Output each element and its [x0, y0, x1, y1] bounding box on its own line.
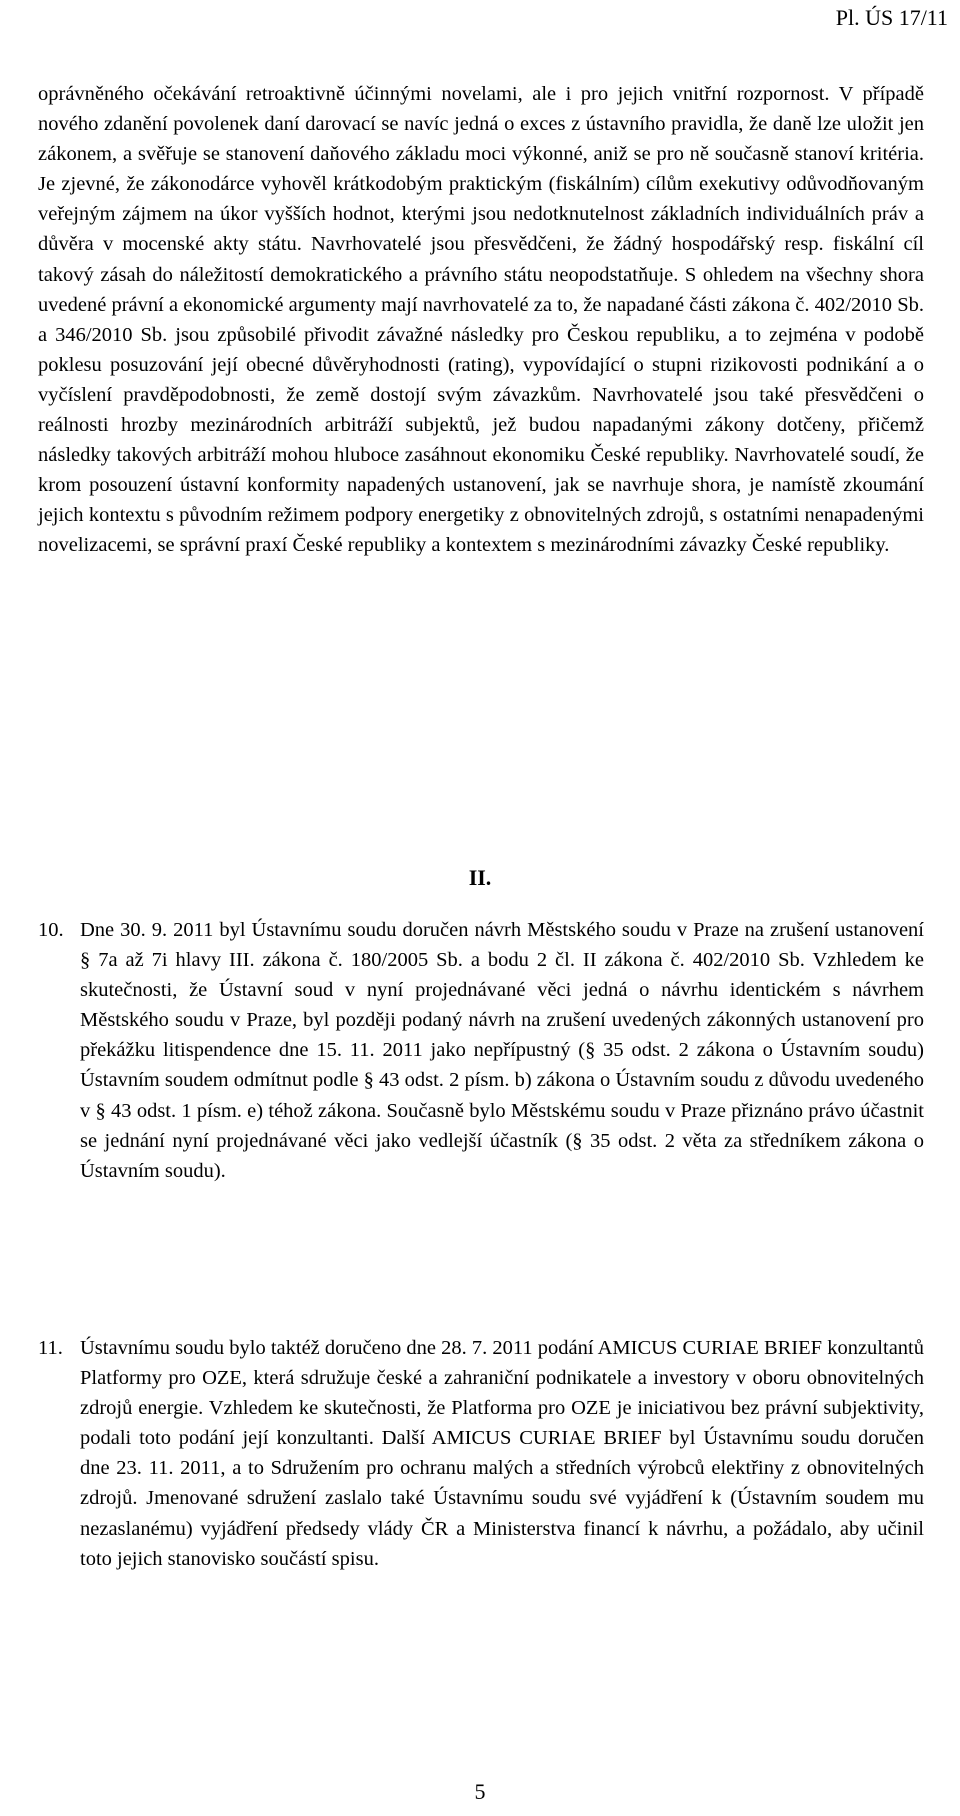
section-heading: II. — [468, 865, 492, 890]
paragraph-text: Ústavnímu soudu bylo taktéž doručeno dne 28. 7. 2011 podání AMICUS CURIAE BRIEF konzultantů Platformy pro OZE, která sdružuje české a zahraniční podnikatele a investory v oboru obnovitelných zdrojů energie. Vzhledem ke skutečnosti, že Platforma pro OZE je iniciativou bez právní subjektivity, podali toto podání její konzultanti. Další AMICUS CURIAE BRIEF byl Ústavnímu soudu doručen dne 23. 11. 2011, a to Sdružením pro ochranu malých a středních výrobců elektřiny z obnovitelných zdrojů. Jmenované sdružení zaslalo také Ústavnímu soudu své vyjádření k (Ústavním soudem mu nezaslanému) vyjádření předsedy vlády ČR a Ministerstva financí k návrhu, a požádalo, aby učinil toto jejich stanovisko součástí spisu. — [80, 1337, 924, 1570]
numbered-paragraph-11 — [38, 1333, 924, 1574]
paragraph-text: Dne 30. 9. 2011 byl Ústavnímu soudu doručen návrh Městského soudu v Praze na zrušení ustanovení § 7a až 7i hlavy III. zákona č. 180/2005 Sb. a bodu 2 čl. II zákona č. 402/2010 Sb. Vzhledem ke skutečnosti, že Ústavní soud v nyní projednávané věci jedná o návrhu identickém s návrhem Městského soudu v Praze, byl později podaný návrh na zrušení uvedených zákonných ustanovení pro překážku litispendence dne 15. 11. 2011 jako nepřípustný (§ 35 odst. 2 zákona o Ústavním soudu) Ústavním soudem odmítnut podle § 43 odst. 2 písm. b) zákona o Ústavním soudu z důvodu uvedeného v § 43 odst. 1 písm. e) téhož zákona. Současně bylo Městskému soudu v Praze přiznáno právo účastnit se jednání nyní projednávané věci jako vedlejší účastník (§ 35 odst. 2 věta za středníkem zákona o Ústavním soudu). — [80, 919, 924, 1182]
paragraph-number: 11. — [38, 1337, 63, 1359]
paragraph-intro: oprávněného očekávání retroaktivně účinnými novelami, ale i pro jejich vnitřní rozpornost. V případě nového zdanění povolenek daní darovací se navíc jedná o exces z ústavního pravidla, že daně lze uložit jen zákonem, a svěřuje se stanovení daňového základu moci výkonné, aniž se pro ně současně stanoví kritéria. Je zjevné, že zákonodárce vyhověl krátkodobým praktickým (fiskálním) cílům exekutivy odůvodňovaným veřejným zájmem na úkor vyšších hodnot, kterými jsou nedotknutelnost základních individuálních práv a důvěra v mocenské akty státu. Navrhovatelé jsou přesvědčeni, že žádný hospodářský resp. fiskální cíl takový zásah do náležitostí demokratického a právního státu neopodstatňuje. S ohledem na všechny shora uvedené právní a ekonomické argumenty mají navrhovatelé za to, že napadané části zákona č. 402/2010 Sb. a 346/2010 Sb. jsou způsobilé přivodit závažné následky pro Českou republiku, a to zejména v podobě poklesu posuzování její obecné důvěryhodnosti (rating), vypovídající o stupni rizikovosti podnikání a o vyčíslení pravděpodobnosti, že země dostojí svým závazkům. Navrhovatelé jsou také přesvědčeni o reálnosti hrozby mezinárodních arbitráží subjektů, jež budou napadanými zákony dotčeny, přičemž následky takových arbitráží mohou hluboce zasáhnout ekonomiku České republiky. Navrhovatelé soudí, že krom posouzení ústavní konformity napadených ustanovení, jak se navrhuje shora, je namístě zkoumání jejich kontextu s původním režimem podpory energetiky z obnovitelných zdrojů, s ostatními nenapadenými novelizacemi, se správní praxí České republiky a kontextem s mezinárodními závazky České republiky. — [38, 83, 924, 557]
document-reference: Pl. ÚS 17/11 — [835, 5, 948, 30]
numbered-paragraph-10 — [38, 915, 924, 1186]
paragraph-number: 10. — [38, 919, 64, 941]
page-number: 5 — [474, 1779, 486, 1804]
